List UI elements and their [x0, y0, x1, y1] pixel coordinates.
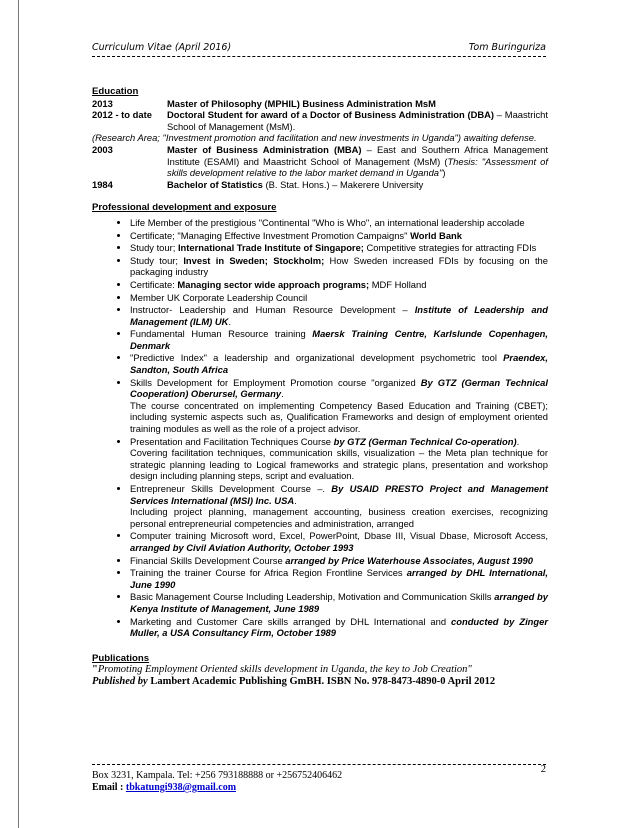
education-row	[92, 179, 548, 191]
list-item: • Presentation and Facilitation Techniques Course by GTZ (German Technical Co-operation). Covering facilitation techniques, communication skills, visualization – the Meta plan technique for strategic planning leading to Logical frameworks and strategic plans, presentation and workshop design including planning steps, script and evaluation.	[130, 436, 548, 482]
list-item: • Entrepreneur Skills Development Course –. By USAID PRESTO Project and Management Services International (MSI) Inc. USA. Including project planning, management accounting, business creation exercises, recognizing personal entrepreneurial competencies and administration, arranged	[130, 483, 548, 529]
professional-list	[92, 217, 548, 639]
list-item: • Study tour; International Trade Institute of Singapore; Competitive strategies for attracting FDIs	[130, 242, 548, 254]
footer-email-line: Email : tbkatungi938@gmail.com	[92, 782, 237, 793]
list-item: • Life Member of the prestigious "Continental "Who is Who", an international leadership accolade	[130, 217, 548, 229]
list-item: • Certificate: Managing sector wide approach programs; MDF Holland	[130, 279, 548, 291]
list-item: • Training the trainer Course for Africa Region Frontline Services arranged by DHL International, June 1990	[130, 567, 548, 590]
header-divider	[92, 56, 546, 57]
list-item: • "Predictive Index" a leadership and organizational development psychometric tool Praendex, Sandton, South Africa	[130, 352, 548, 375]
education-year: 1984	[92, 178, 113, 190]
list-item: • Computer training Microsoft word, Excel, PowerPoint, Dbase III, Visual Dbase, Microsoft Access, arranged by Civil Aviation Authority, October 1993	[130, 530, 548, 553]
education-degree: Doctoral Student for award of a Doctor of Business Administration (DBA) – Maastricht School of Management (MsM).	[167, 109, 548, 132]
education-heading: Education	[92, 86, 139, 97]
education-row	[92, 144, 548, 179]
education-row	[92, 109, 548, 132]
list-item: • Certificate; "Managing Effective Investment Promotion Campaigns" World Bank	[130, 230, 548, 242]
list-item: • Financial Skills Development Course arranged by Price Waterhouse Associates, August 1990	[130, 555, 548, 567]
publication-details: Published by Lambert Academic Publishing GmBH. ISBN No. 978-8473-4890-0 April 2012	[92, 675, 496, 687]
page-footer	[92, 770, 342, 794]
page-header	[92, 42, 546, 53]
footer-address: Box 3231, Kampala. Tel: +256 793188888 or +256752406462	[92, 770, 343, 781]
list-item: • Study tour; Invest in Sweden; Stockholm; How Sweden increased FDIs by focusing on the packaging industry	[130, 255, 548, 278]
email-link[interactable]: tbkatungi938@gmail.com	[125, 782, 237, 793]
professional-heading: Professional development and exposure	[92, 202, 277, 214]
research-area: (Research Area; "Investment promotion and facilitation and new investments in Uganda") awaiting defense.	[92, 132, 537, 144]
cv-body	[92, 86, 548, 688]
list-item: • Member UK Corporate Leadership Council	[130, 292, 548, 304]
list-item: • Instructor- Leadership and Human Resource Development – Institute of Leadership and Management (ILM) UK.	[130, 304, 548, 327]
education-year: 2003	[92, 143, 113, 155]
list-item: • Skills Development for Employment Promotion course "organized By GTZ (German Technical Cooperation) Oberursel, Germany. The course concentrated on implementing Competency Based Education and Training (CBET); including systemic aspects such as, Qualification Frameworks and design of employment oriented training modules as well as the role of a project advisor.	[130, 377, 548, 435]
header-author: Tom Buringuriza	[468, 42, 546, 53]
education-year: 2013	[92, 97, 113, 109]
list-item: • Basic Management Course Including Leadership, Motivation and Communication Skills arranged by Kenya Institute of Management, June 1989	[130, 591, 548, 614]
education-row	[92, 98, 548, 110]
footer-divider	[92, 764, 546, 765]
page-number: 2	[540, 764, 546, 775]
publication-title: "Promoting Employment Oriented skills development in Uganda, the key to Job Creation"	[92, 664, 472, 676]
education-degree: Bachelor of Statistics (B. Stat. Hons.) – Makerere University	[167, 178, 424, 190]
list-item: • Fundamental Human Resource training Maersk Training Centre, Karlslunde Copenhagen, Denmark	[130, 328, 548, 351]
education-year: 2012 - to date	[92, 109, 152, 121]
publications-heading: Publications	[92, 652, 150, 664]
education-degree: Master of Philosophy (MPHIL) Business Administration MsM	[167, 97, 436, 109]
education-degree: Master of Business Administration (MBA) – East and Southern Africa Management Institute (ESAMI) and Maastricht School of Management (MsM) (Thesis: "Assessment of skills development relative to the labor market demand in Uganda")	[167, 143, 548, 179]
header-title: Curriculum Vitae (April 2016)	[92, 42, 232, 53]
list-item: • Marketing and Customer Care skills arranged by DHL International and conducted by Zinger Muller, a USA Consultancy Firm, October 1989	[130, 616, 548, 639]
